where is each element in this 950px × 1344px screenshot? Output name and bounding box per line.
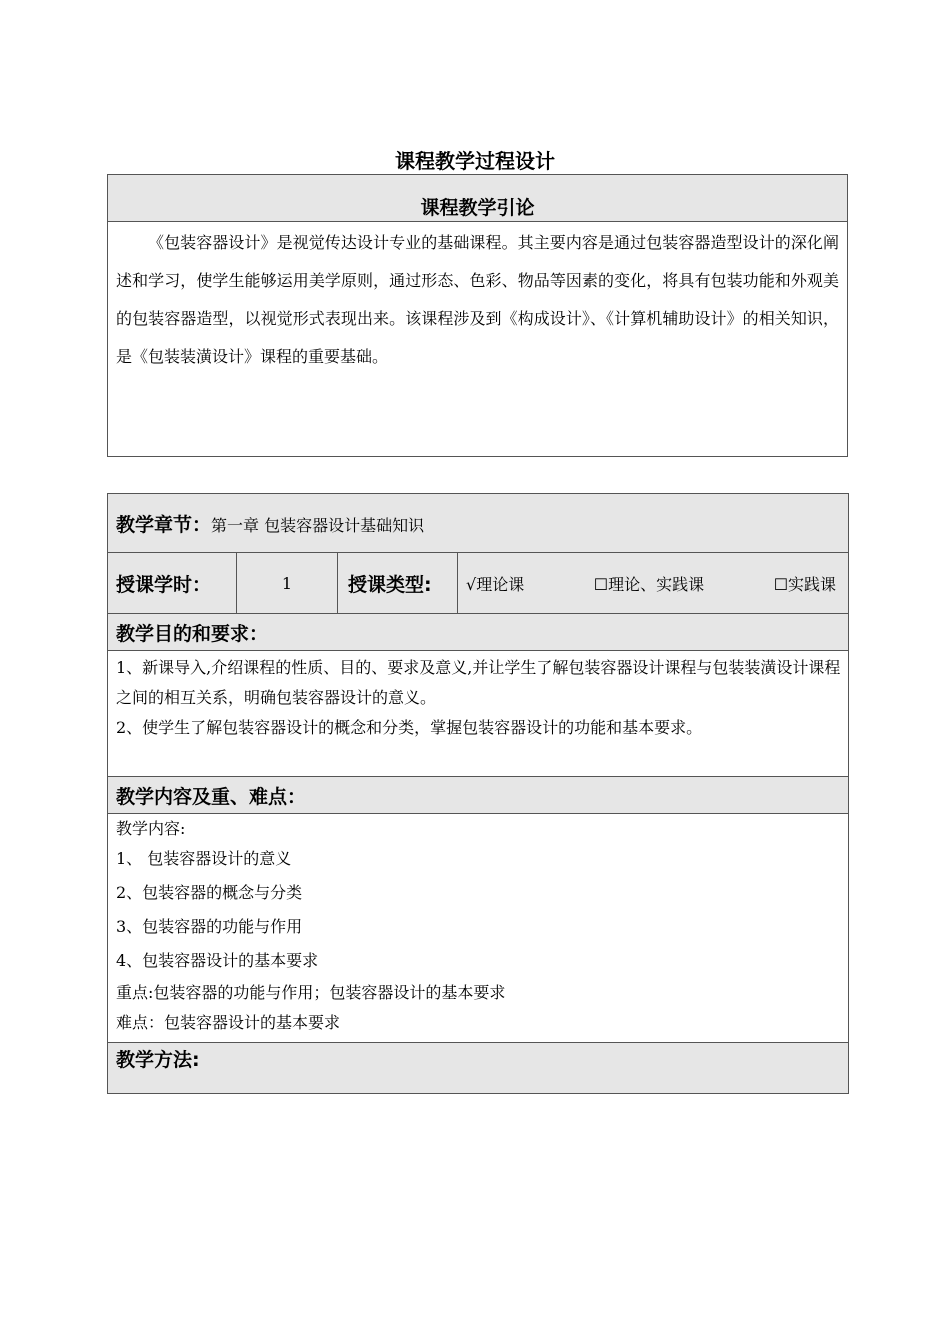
option-theory-practice: ☐理论、实践课 <box>593 574 705 594</box>
content-header: 教学内容及重、难点： <box>116 785 307 808</box>
intro-body-cell <box>108 222 848 457</box>
option-theory: √理论课 <box>466 574 525 594</box>
chapter-value: 第一章 包装容器设计基础知识 <box>211 515 425 535</box>
content-item: 4、包装容器设计的基本要求 <box>116 951 319 970</box>
page-title: 课程教学过程设计 <box>395 149 555 173</box>
goals-header-cell <box>108 614 849 651</box>
difficult-points: 难点：包装容器设计的基本要求 <box>116 1013 341 1032</box>
intro-header: 课程教学引论 <box>108 175 848 222</box>
chapter-label: 教学章节： <box>116 513 212 536</box>
hours-label-cell <box>108 553 237 614</box>
hours-value: 1 <box>237 553 338 614</box>
content-intro: 教学内容: <box>116 819 186 838</box>
content-item: 1、 包装容器设计的意义 <box>116 849 292 868</box>
hours-label: 授课学时： <box>116 573 212 596</box>
goal-item: 1、新课导入,介绍课程的性质、目的、要求及意义,并让学生了解包装容器设计课程与包装装潢设计课程之间的相互关系，明确包装容器设计的意义。 <box>116 658 841 707</box>
content-item: 2、包装容器的概念与分类 <box>116 883 303 902</box>
goals-body <box>108 651 849 777</box>
goal-item: 2、使学生了解包装容器设计的概念和分类，掌握包装容器设计的功能和基本要求。 <box>116 718 703 737</box>
content-header-cell <box>108 777 849 814</box>
lesson-table <box>107 493 849 1094</box>
key-points: 重点:包装容器的功能与作用；包装容器设计的基本要求 <box>116 983 506 1002</box>
method-header-cell <box>108 1043 849 1094</box>
course-type-label-cell <box>338 553 458 614</box>
course-type-options <box>458 553 849 614</box>
intro-paragraph: 《包装容器设计》是视觉传达设计专业的基础课程。其主要内容是通过包装容器造型设计的深化阐述和学习，使学生能够运用美学原则，通过形态、色彩、物品等因素的变化，将具有包装功能和外观美的包装容器造型，以视觉形式表现出来。该课程涉及到《构成设计》、《计算机辅助设计》的相关知识，是《包装装潢设计》课程的重要基础。 <box>116 233 839 366</box>
content-body <box>108 814 849 1043</box>
goals-header: 教学目的和要求： <box>116 622 269 645</box>
intro-table <box>107 174 848 457</box>
method-header: 教学方法: <box>116 1049 200 1071</box>
content-item: 3、包装容器的功能与作用 <box>116 917 303 936</box>
course-type-label: 授课类型: <box>348 573 432 596</box>
option-practice: ☐实践课 <box>773 574 837 594</box>
chapter-row <box>108 494 849 553</box>
